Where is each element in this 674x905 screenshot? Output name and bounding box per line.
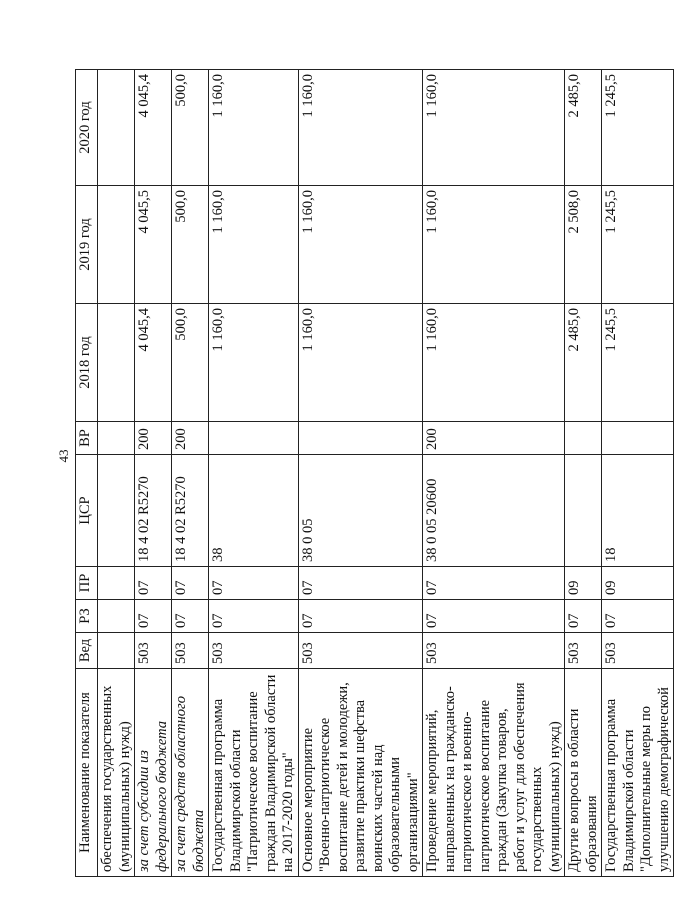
cell-name: обеспечения государственных (муниципальных) нужд) [98, 669, 135, 877]
cell-ved: 503 [602, 633, 674, 669]
cell-ved: 503 [423, 633, 565, 669]
cell-vr [98, 422, 135, 455]
cell-vr [602, 422, 674, 455]
cell-name: Государственная программа Владимирской области "Патриотическое воспитание граждан Владимирской области на 2017-2020 годы" [209, 669, 299, 877]
cell-2020: 1 245,5 [602, 70, 674, 186]
cell-2018: 1 160,0 [298, 304, 423, 422]
cell-2019: 1 160,0 [423, 186, 565, 304]
cell-csr: 38 0 05 [298, 455, 423, 567]
cell-2019: 2 508,0 [565, 186, 602, 304]
cell-vr [298, 422, 423, 455]
cell-ved: 503 [565, 633, 602, 669]
cell-csr: 18 4 02 R5270 [135, 455, 172, 567]
cell-2018: 1 160,0 [209, 304, 299, 422]
header-2019: 2019 год [76, 186, 98, 304]
cell-2019: 500,0 [172, 186, 209, 304]
cell-pr [98, 567, 135, 600]
table-row [98, 70, 135, 877]
cell-pr: 07 [135, 567, 172, 600]
cell-2020: 500,0 [172, 70, 209, 186]
cell-rz: 07 [565, 600, 602, 633]
cell-csr: 38 [209, 455, 299, 567]
cell-2019: 1 245,5 [602, 186, 674, 304]
header-2020: 2020 год [76, 70, 98, 186]
cell-name: за счет субсидии из федерального бюджета [135, 669, 172, 877]
cell-rz: 07 [172, 600, 209, 633]
cell-2018: 500,0 [172, 304, 209, 422]
cell-2019: 4 045,5 [135, 186, 172, 304]
header-pr: ПР [76, 567, 98, 600]
cell-pr: 09 [565, 567, 602, 600]
rotated-page [75, 70, 672, 877]
table-row [423, 70, 565, 877]
table-row [602, 70, 674, 877]
cell-csr [565, 455, 602, 567]
cell-name: за счет средств областного бюджета [172, 669, 209, 877]
cell-2018: 4 045,4 [135, 304, 172, 422]
cell-2020: 1 160,0 [298, 70, 423, 186]
cell-csr: 18 4 02 R5270 [172, 455, 209, 567]
cell-2019 [98, 186, 135, 304]
table-header-row [76, 70, 98, 877]
header-rz: РЗ [76, 600, 98, 633]
header-2018: 2018 год [76, 304, 98, 422]
cell-2018: 2 485,0 [565, 304, 602, 422]
cell-2020: 4 045,4 [135, 70, 172, 186]
budget-table [75, 69, 674, 877]
cell-vr [209, 422, 299, 455]
cell-ved: 503 [135, 633, 172, 669]
cell-2020: 2 485,0 [565, 70, 602, 186]
table-row [172, 70, 209, 877]
cell-ved: 503 [209, 633, 299, 669]
table-row [209, 70, 299, 877]
cell-rz: 07 [423, 600, 565, 633]
cell-ved: 503 [298, 633, 423, 669]
cell-pr: 07 [423, 567, 565, 600]
cell-name: Основное мероприятие "Военно-патриотическое воспитание детей и молодежи, развитие практики шефства воинских частей над образовательными организациями" [298, 669, 423, 877]
cell-vr: 200 [423, 422, 565, 455]
header-vr: ВР [76, 422, 98, 455]
cell-rz: 07 [298, 600, 423, 633]
cell-pr: 07 [209, 567, 299, 600]
cell-vr [565, 422, 602, 455]
cell-csr: 38 0 05 20600 [423, 455, 565, 567]
cell-pr: 07 [298, 567, 423, 600]
cell-2019: 1 160,0 [209, 186, 299, 304]
table-row [565, 70, 602, 877]
header-name: Наименование показателя [76, 669, 98, 877]
cell-2018: 1 245,5 [602, 304, 674, 422]
cell-ved [98, 633, 135, 669]
cell-csr: 18 [602, 455, 674, 567]
cell-pr: 07 [172, 567, 209, 600]
header-csr: ЦСР [76, 455, 98, 567]
cell-name: Другие вопросы в области образования [565, 669, 602, 877]
cell-2018 [98, 304, 135, 422]
table-row [135, 70, 172, 877]
cell-2020 [98, 70, 135, 186]
cell-2020: 1 160,0 [423, 70, 565, 186]
page-number: 43 [56, 449, 71, 463]
cell-2018: 1 160,0 [423, 304, 565, 422]
cell-ved: 503 [172, 633, 209, 669]
cell-vr: 200 [172, 422, 209, 455]
cell-pr: 09 [602, 567, 674, 600]
cell-rz: 07 [602, 600, 674, 633]
cell-name: Проведение мероприятий, направленных на гражданско-патриотическое и военно-патриотическое воспитание граждан (Закупка товаров, работ и услуг для обеспечения государственных (муниципальных) нужд) [423, 669, 565, 877]
cell-2019: 1 160,0 [298, 186, 423, 304]
cell-name: Государственная программа Владимирской области "Дополнительные меры по улучшению демографической [602, 669, 674, 877]
cell-rz: 07 [135, 600, 172, 633]
cell-2020: 1 160,0 [209, 70, 299, 186]
header-ved: Вед [76, 633, 98, 669]
cell-csr [98, 455, 135, 567]
cell-rz [98, 600, 135, 633]
cell-rz: 07 [209, 600, 299, 633]
cell-vr: 200 [135, 422, 172, 455]
table-row [298, 70, 423, 877]
